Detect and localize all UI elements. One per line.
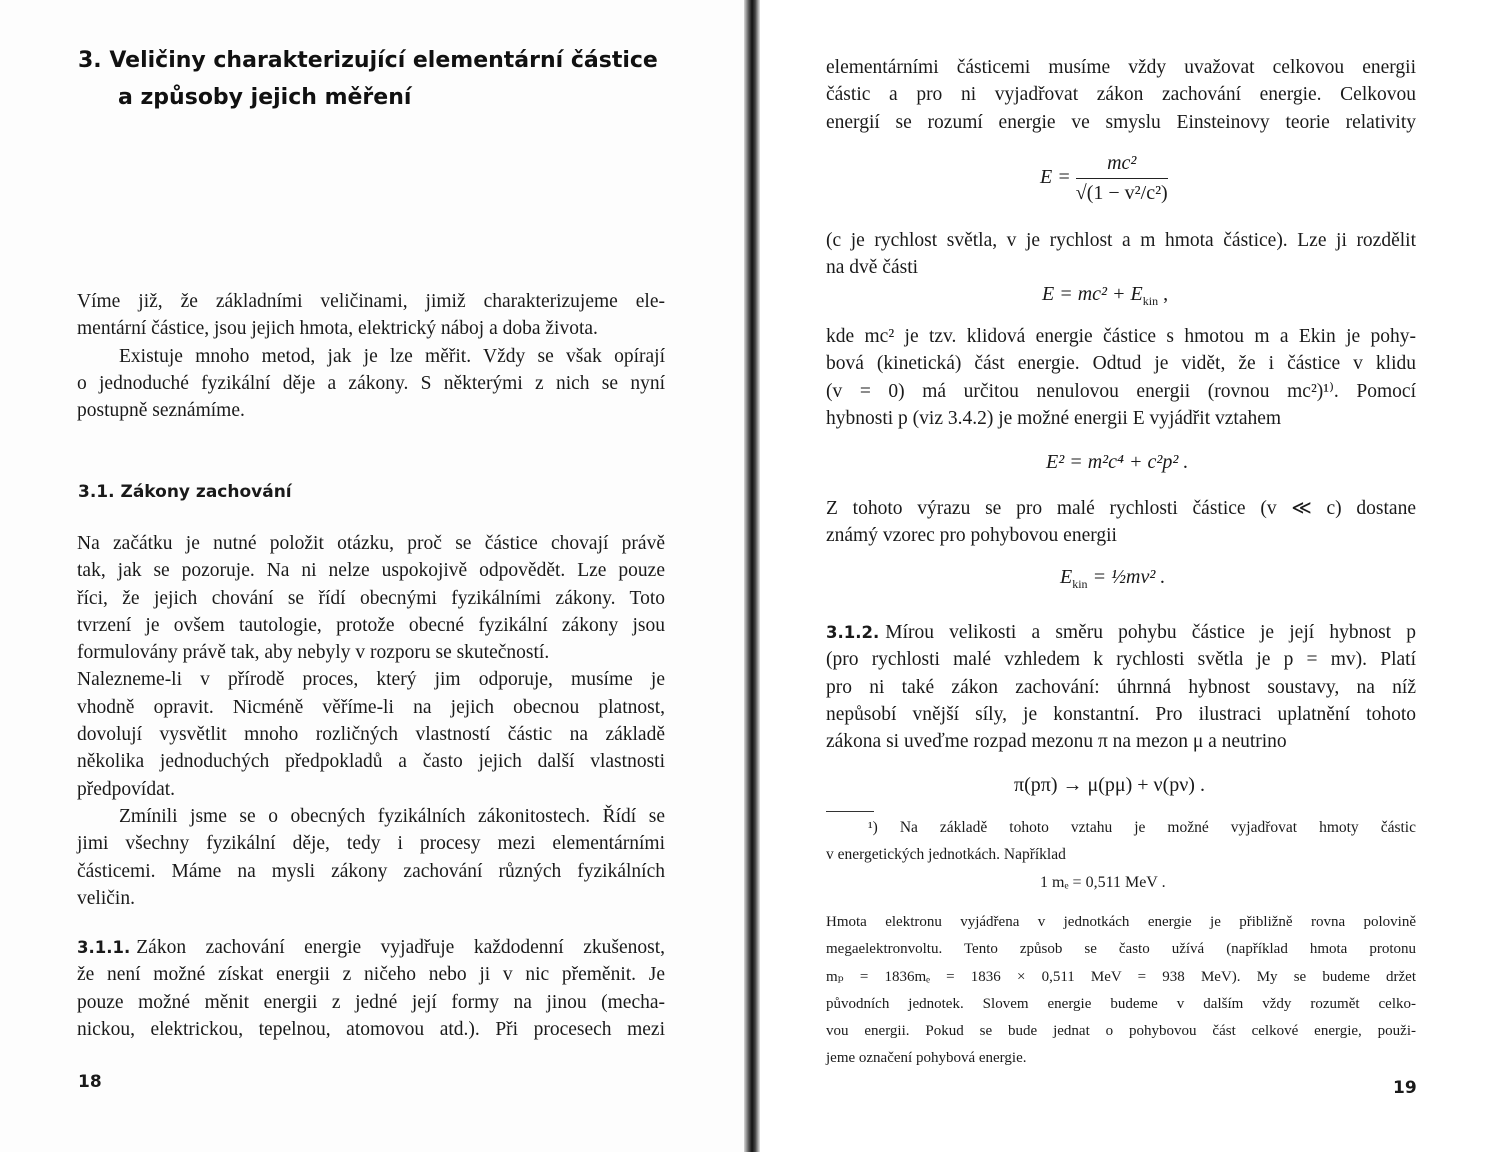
text-line-content: ¹) Na základě tohoto vztahu je možné vyjadřovat hmoty částic bbox=[868, 819, 1416, 836]
equation-energy-momentum: E² = m²c⁴ + c²p² . bbox=[1046, 451, 1189, 473]
subsection-312-paragraph bbox=[826, 620, 1416, 756]
text-line-content: známý vzorec pro pohybovou energii bbox=[826, 525, 1117, 547]
text-line-content: hybnosti p (viz 3.4.2) je možné energii E vyjádřit vztahem bbox=[826, 407, 1282, 429]
text-line bbox=[826, 254, 1416, 281]
text-line-content: tak, jak se pozoruje. Na ni nelze uspokojivě odpovědět. Lze pouze bbox=[77, 560, 665, 582]
text-line bbox=[826, 843, 1416, 870]
text-line bbox=[826, 1020, 1416, 1047]
text-line bbox=[826, 54, 1416, 81]
footnote-rule bbox=[826, 811, 874, 812]
text-line bbox=[826, 495, 1416, 522]
text-line bbox=[826, 647, 1416, 674]
text-line bbox=[77, 585, 665, 612]
text-line-content: původních jednotek. Slovem energie budeme v dalším vždy rozumět celko- bbox=[826, 995, 1416, 1012]
text-line bbox=[826, 620, 1416, 647]
text-line bbox=[77, 557, 665, 584]
text-line-content: vhodně opravit. Nicméně věříme-li na jejich obecnou platnost, bbox=[77, 696, 665, 718]
text-line-content: (c je rychlost světla, v je rychlost a m hmota částice). Lze ji rozdělit bbox=[826, 230, 1416, 251]
text-line bbox=[77, 343, 665, 370]
text-line-content: Na začátku je nutné položit otázku, proč se částice chovají právě bbox=[77, 533, 665, 554]
eq1-fraction bbox=[1076, 152, 1168, 205]
text-line bbox=[77, 1016, 665, 1043]
text-line bbox=[77, 721, 665, 748]
text-line-content: energií se rozumí energie ve smyslu Einsteinovy teorie relativity bbox=[826, 111, 1416, 133]
text-line bbox=[77, 612, 665, 639]
text-line-content: bová (kinetická) část energie. Odtud je vidět, že i částice v klidu bbox=[826, 353, 1416, 375]
chapter-title-line-1: 3. Veličiny charakterizující elementární částice bbox=[78, 48, 658, 73]
equation-pion-decay: π(pπ) → μ(pμ) + ν(pν) . bbox=[1014, 774, 1205, 796]
text-line bbox=[77, 694, 665, 721]
footnote-equation: 1 mₑ = 0,511 MeV . bbox=[1040, 874, 1166, 891]
text-line-content: Existuje mnoho metod, jak je lze měřit. Vždy se však opírají bbox=[119, 345, 665, 367]
text-line-content: vou energii. Pokud se bude jednat o pohybovou část celkové energie, použi- bbox=[826, 1023, 1416, 1040]
text-line bbox=[826, 323, 1416, 350]
intro-paragraph bbox=[77, 288, 665, 424]
text-line-content: jeme označení pohybová energie. bbox=[826, 1050, 1027, 1067]
text-line-content: předpovídat. bbox=[77, 778, 176, 800]
text-line-content: Nalezneme-li v přírodě proces, který jim odporuje, musíme je bbox=[77, 669, 665, 691]
text-line-content: na dvě části bbox=[826, 257, 919, 279]
text-line bbox=[826, 675, 1416, 702]
text-line bbox=[826, 227, 1416, 254]
text-line bbox=[826, 1047, 1416, 1074]
text-line-content: (v = 0) má určitou nenulovou energii (rovnou mc²)¹⁾. Pomocí bbox=[826, 380, 1416, 402]
eq1-denominator: √(1 − v²/c²) bbox=[1075, 182, 1168, 204]
text-line-content: pouze možné měnit energii z jedné její formy na jinou (mecha- bbox=[77, 991, 665, 1013]
text-line bbox=[826, 350, 1416, 377]
text-line bbox=[826, 702, 1416, 729]
subsection-label: 3.1.2. bbox=[826, 623, 880, 642]
text-line bbox=[826, 378, 1416, 405]
equation-energy-split bbox=[1042, 283, 1168, 309]
text-line-content: nepůsobí vnější síly, je konstantní. Pro ilustraci uplatnění tohoto bbox=[826, 703, 1416, 725]
text-line-content: nickou, elektrickou, tepelnou, atomovou atd.). Při procesech mezi bbox=[77, 1018, 665, 1040]
text-line bbox=[77, 666, 665, 693]
text-line-content: Zákon zachování energie vyjadřuje každodenní zkušenost, bbox=[136, 937, 665, 958]
eq2-main: E = mc² + E bbox=[1042, 283, 1143, 305]
text-line bbox=[826, 911, 1416, 938]
text-line bbox=[826, 405, 1416, 432]
text-line bbox=[77, 639, 665, 666]
text-line-content: veličin. bbox=[77, 887, 135, 909]
right-paragraph-4 bbox=[826, 495, 1416, 550]
text-line-content: částic a pro ni vyjadřovat zákon zachování energie. Celkovou bbox=[826, 84, 1416, 106]
text-line bbox=[77, 776, 665, 803]
text-line bbox=[77, 530, 665, 557]
text-line bbox=[77, 397, 665, 424]
text-line bbox=[826, 966, 1416, 993]
text-line-content: Mírou velikosti a směru pohybu částice je její hybnost p bbox=[885, 622, 1416, 643]
subsection-311-paragraph bbox=[77, 934, 665, 1043]
text-line bbox=[826, 938, 1416, 965]
text-line bbox=[77, 830, 665, 857]
right-paragraph-3 bbox=[826, 323, 1416, 432]
footnote-paragraph-2 bbox=[826, 911, 1416, 1075]
text-line bbox=[77, 803, 665, 830]
eq2-sub: kin bbox=[1142, 294, 1159, 308]
eq4-sub: kin bbox=[1072, 577, 1088, 591]
text-line-content: formulovány právě tak, aby nebyly v rozporu se skutečností. bbox=[77, 642, 550, 664]
text-line bbox=[826, 993, 1416, 1020]
text-line bbox=[77, 934, 665, 961]
equation-kinetic-energy bbox=[1060, 566, 1165, 592]
footnote-paragraph-1 bbox=[826, 816, 1416, 871]
text-line-content: jimi všechny fyzikální děje, tedy i procesy mezi elementárními bbox=[77, 833, 665, 855]
text-line-content: Z tohoto výrazu se pro malé rychlosti částice (v ≪ c) dostane bbox=[826, 498, 1416, 519]
text-line-content: Hmota elektronu vyjádřena v jednotkách energie je přibližně rovna polovině bbox=[826, 914, 1416, 930]
text-line bbox=[77, 885, 665, 912]
right-paragraph-1 bbox=[826, 54, 1416, 136]
page-number-right: 19 bbox=[1393, 1078, 1417, 1098]
text-line-content: Zmínili jsme se o obecných fyzikálních zákonitostech. Řídí se bbox=[119, 805, 665, 827]
text-line bbox=[77, 858, 665, 885]
text-line bbox=[77, 961, 665, 988]
equation-total-energy bbox=[1040, 152, 1168, 205]
text-line-content: mentární částice, jsou jejich hmota, elektrický náboj a doba života. bbox=[77, 318, 598, 340]
text-line bbox=[77, 989, 665, 1016]
text-line bbox=[826, 109, 1416, 136]
eq1-lhs: E = bbox=[1040, 166, 1071, 189]
section-paragraph bbox=[77, 530, 665, 912]
text-line-content: megaelektronvoltu. Tento způsob se často užívá (například hmota protonu bbox=[826, 941, 1416, 958]
section-heading: 3.1. Zákony zachování bbox=[78, 482, 292, 502]
text-line-content: zákona si uveďme rozpad mezonu π na mezon μ a neutrino bbox=[826, 731, 1287, 753]
text-line-content: v energetických jednotkách. Například bbox=[826, 846, 1066, 864]
text-line bbox=[826, 81, 1416, 108]
text-line-content: mₚ = 1836mₑ = 1836 × 0,511 MeV = 938 MeV). My se budeme držet bbox=[826, 968, 1416, 985]
text-line bbox=[826, 522, 1416, 549]
text-line bbox=[77, 748, 665, 775]
page-number-left: 18 bbox=[78, 1072, 102, 1092]
text-line-content: o jednoduché fyzikální děje a zákony. S některými z nich se nyní bbox=[77, 372, 665, 394]
eq2-tail: , bbox=[1158, 283, 1169, 305]
text-line-content: říci, že jejich chování se řídí obecnými fyzikálními zákony. Toto bbox=[77, 587, 665, 609]
text-line-content: pro ni také zákon zachování: úhrnná hybnost soustavy, na níž bbox=[826, 676, 1416, 698]
text-line bbox=[77, 315, 665, 342]
text-line-content: elementárními částicemi musíme vždy uvažovat celkovou energii bbox=[826, 57, 1416, 78]
text-line-content: dovolují vysvětlit mnoho rozličných vlastností částic na základě bbox=[77, 724, 665, 746]
chapter-title-line-2: a způsoby jejich měření bbox=[118, 85, 412, 110]
right-paragraph-2 bbox=[826, 227, 1416, 282]
text-line bbox=[77, 288, 665, 315]
text-line-content: (pro rychlosti malé vzhledem k rychlosti světla je p = mv). Platí bbox=[826, 649, 1416, 671]
book-spine bbox=[744, 0, 760, 1152]
eq4-tail: = ½mv² . bbox=[1087, 566, 1166, 588]
text-line-content: tvrzení je ovšem tautologie, protože obecné fyzikální zákony jsou bbox=[77, 614, 665, 636]
subsection-label: 3.1.1. bbox=[77, 938, 131, 957]
text-line-content: kde mc² je tzv. klidová energie částice s hmotou m a Ekin je pohy- bbox=[826, 326, 1416, 347]
text-line-content: několika jednoduchých předpokladů a často jejich další vlastnosti bbox=[77, 751, 665, 773]
text-line bbox=[826, 729, 1416, 756]
eq4-main: E bbox=[1060, 566, 1073, 588]
text-line-content: částicemi. Máme na mysli zákony zachování různých fyzikálních bbox=[77, 860, 665, 882]
text-line-content: že není možné získat energii z ničeho nebo ji v nic přeměnit. Je bbox=[77, 964, 665, 986]
text-line bbox=[77, 370, 665, 397]
text-line bbox=[826, 816, 1416, 843]
text-line-content: postupně seznámíme. bbox=[77, 400, 245, 422]
eq1-numerator: mc² bbox=[1076, 152, 1168, 179]
text-line-content: Víme již, že základními veličinami, jimiž charakterizujeme ele- bbox=[77, 291, 665, 312]
